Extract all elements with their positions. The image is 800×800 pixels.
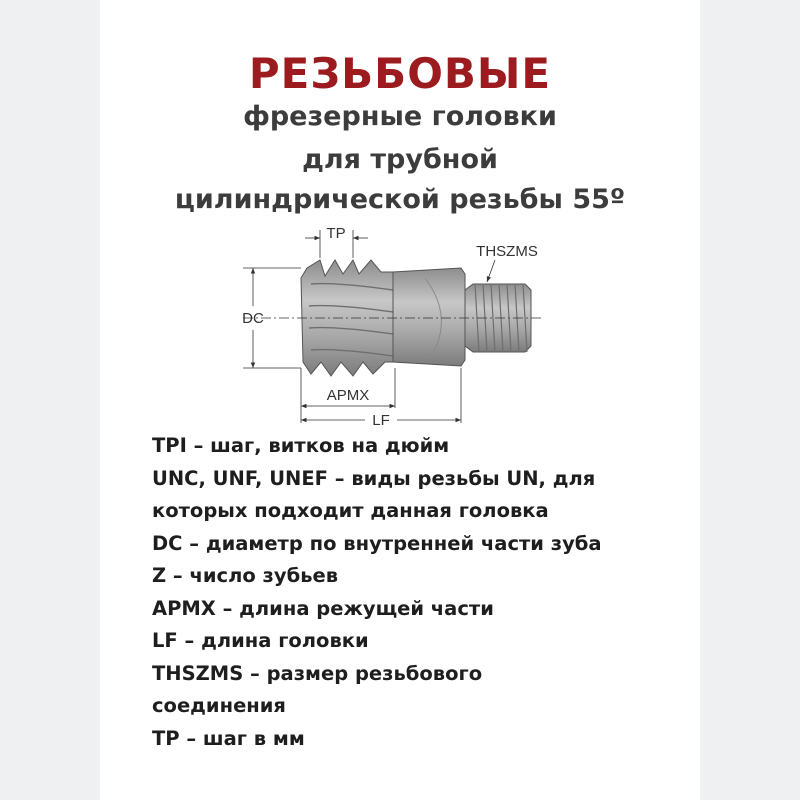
tp-label: TP: [326, 225, 346, 242]
page-title: РЕЗЬБОВЫЕ: [248, 49, 552, 98]
definition-item: LF – длина головки: [152, 629, 369, 652]
lf-label: LF: [372, 412, 390, 428]
definition-item: TPI – шаг, витков на дюйм: [152, 434, 450, 457]
definition-item: TP – шаг в мм: [152, 726, 305, 750]
definition-item: APMX – длина режущей части: [152, 596, 494, 620]
subtitle-line-3: цилиндрической резьбы 55º: [174, 184, 626, 215]
definition-item: Z – число зубьев: [152, 564, 339, 587]
definition-item: соединения: [152, 694, 286, 717]
shank-body: [393, 268, 465, 366]
definition-item: DC – диаметр по внутренней части зуба: [152, 531, 602, 555]
definition-item: THSZMS – размер резьбового: [152, 661, 483, 685]
dc-label: DC: [242, 310, 264, 327]
subtitle-line-2: для трубной: [302, 144, 498, 175]
thszms-label: THSZMS: [476, 243, 538, 260]
subtitle-line-1: фрезерные головки: [243, 101, 557, 132]
thread-mill-head-diagram: [225, 218, 555, 428]
definition-item: UNC, UNF, UNEF – виды резьбы UN, для: [152, 466, 596, 490]
definition-item: которых подходит данная головка: [152, 499, 549, 522]
definitions-list: [152, 430, 602, 755]
apmx-label: APMX: [326, 387, 370, 404]
